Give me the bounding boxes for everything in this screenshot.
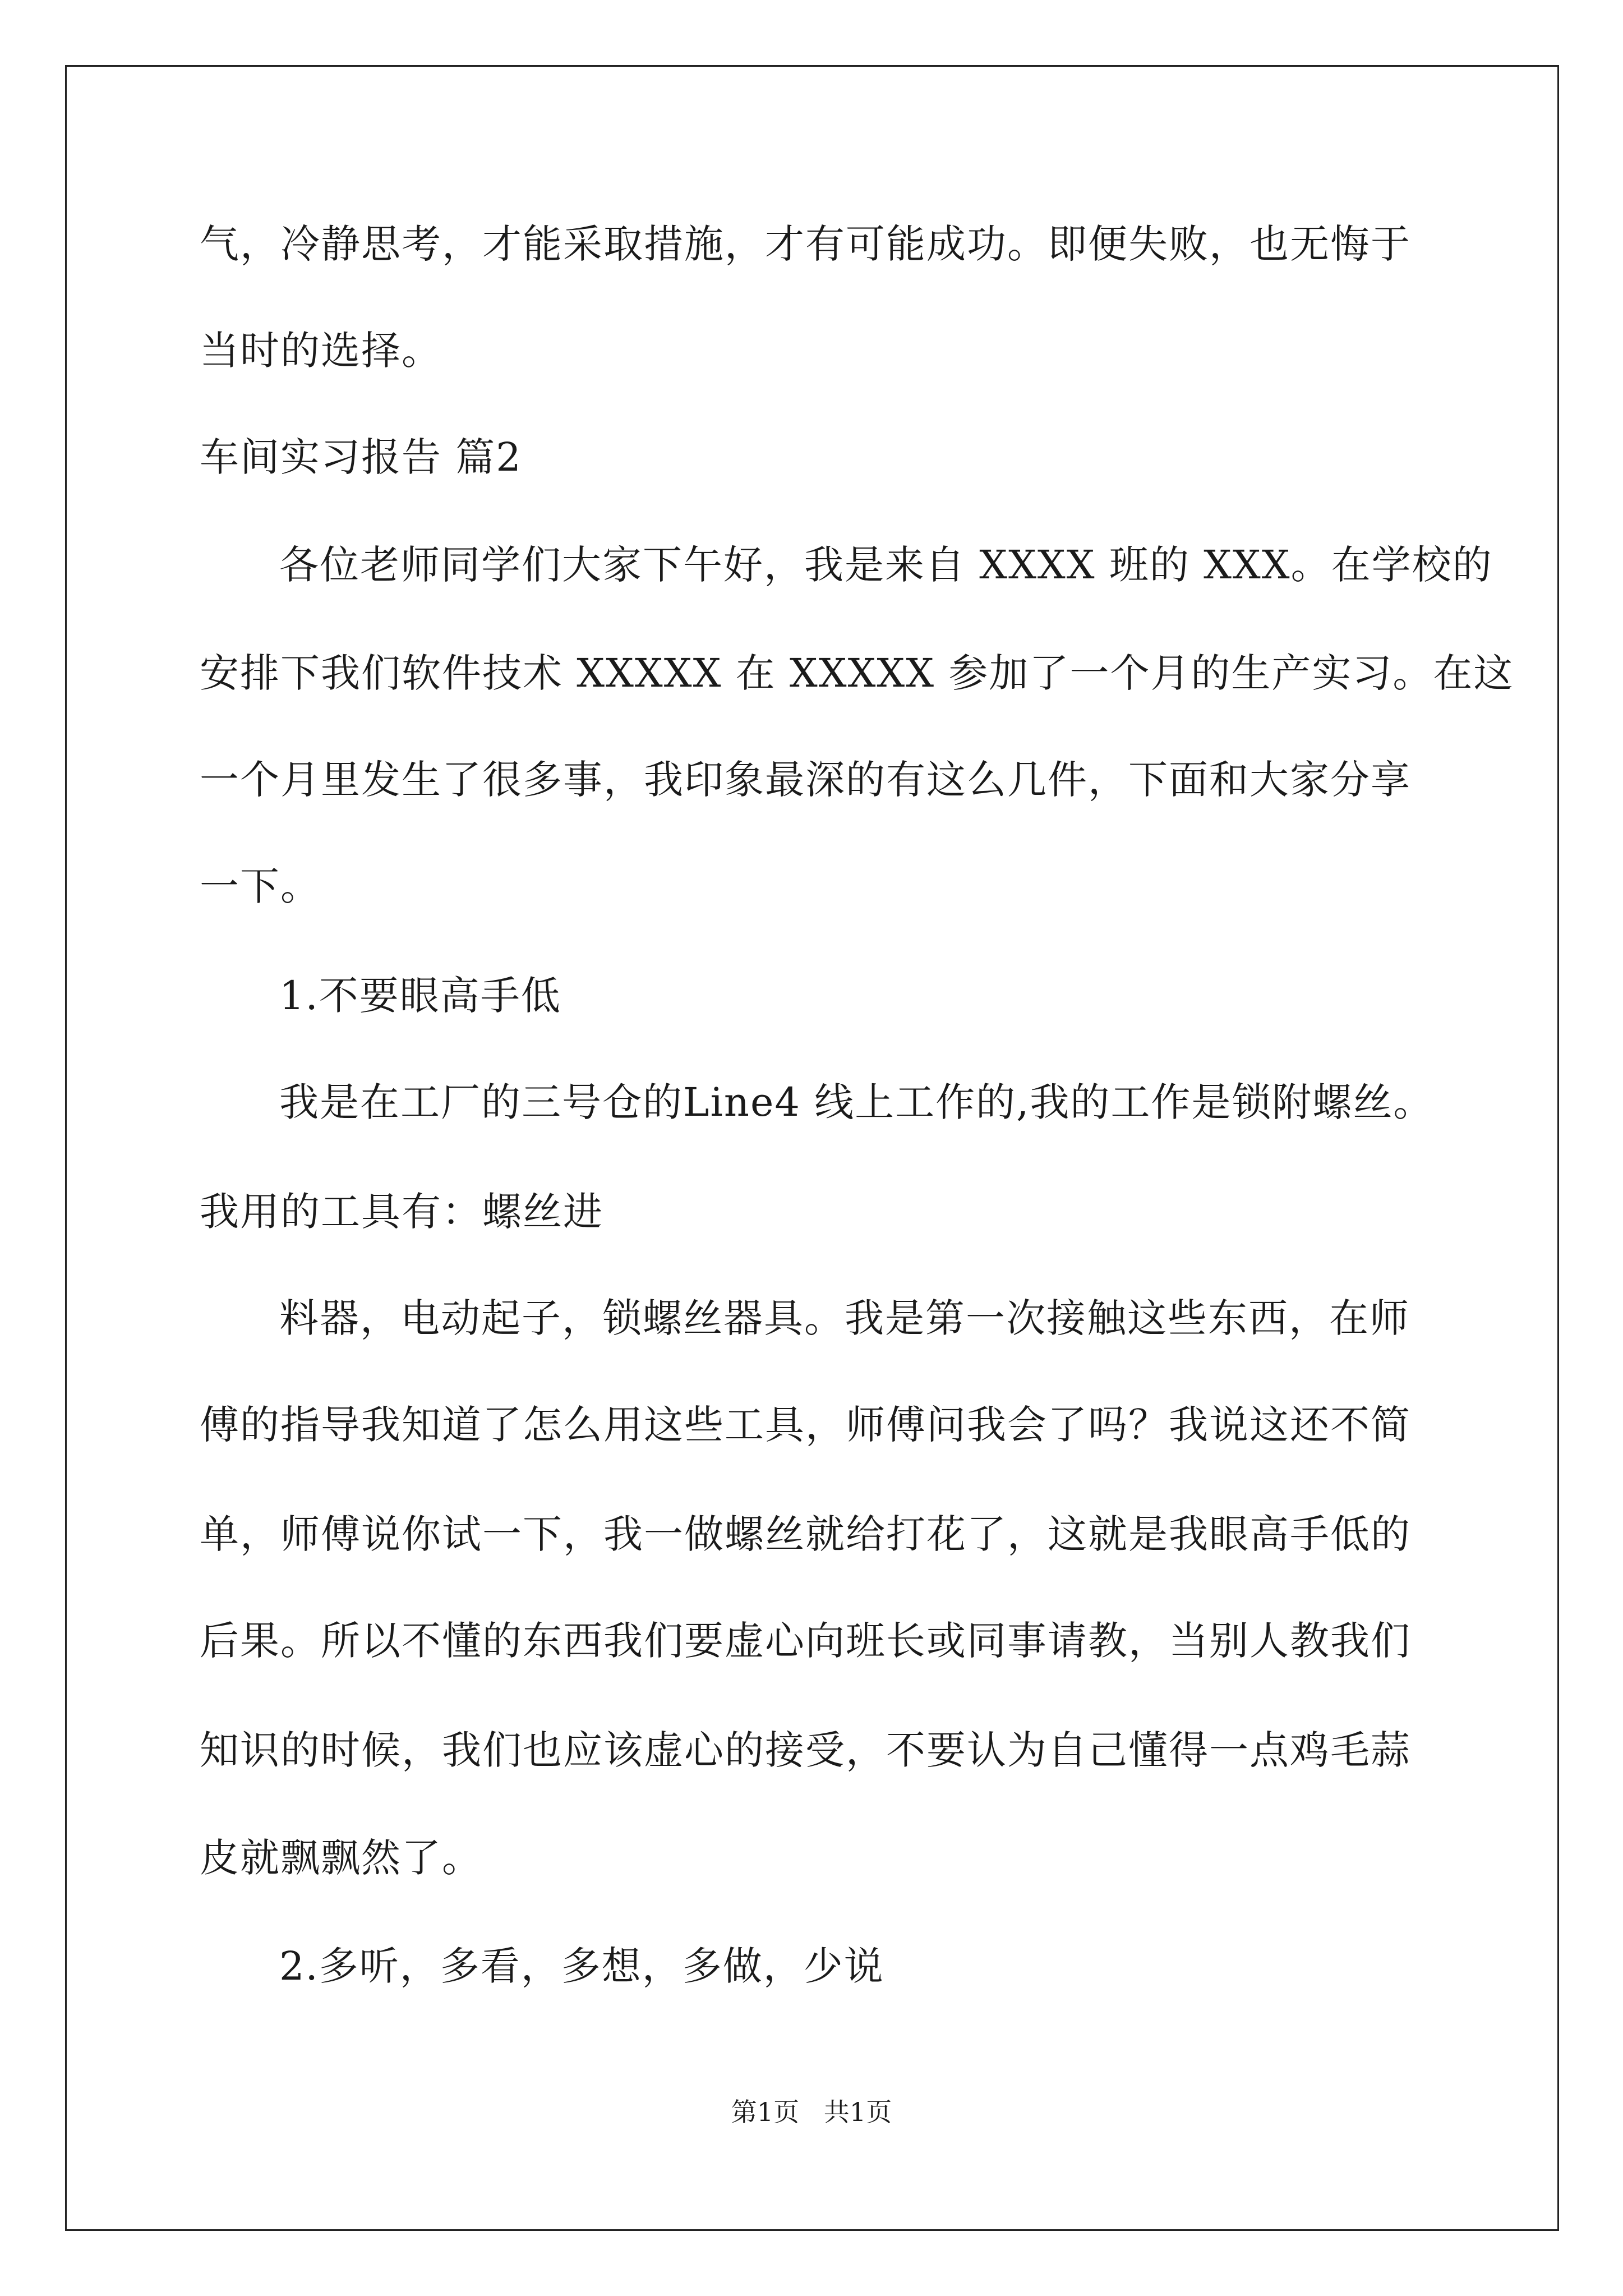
body-line-2: 当时的选择。 — [200, 328, 442, 374]
body-line-14: 皮就飘飘然了。 — [200, 1835, 482, 1881]
body-line-12: 后果。所以不懂的东西我们要虚心向班长或同事请教，当别人教我们 — [200, 1618, 1411, 1664]
subheading-2: 2.多听，多看，多想，多做，少说 — [279, 1943, 884, 1989]
body-line-11: 单，师傅说你试一下，我一做螺丝就给打花了，这就是我眼高手低的 — [200, 1511, 1411, 1557]
body-line-7: 我是在工厂的三号仓的Line4 线上工作的,我的工作是锁附螺丝。 — [279, 1079, 1434, 1125]
body-line-4: 安排下我们软件技术 XXXXX 在 XXXXX 参加了一个月的生产实习。在这 — [200, 650, 1514, 696]
page-number: 第1页 共1页 — [731, 2097, 892, 2127]
subheading-1: 1.不要眼高手低 — [279, 973, 561, 1019]
body-line-1: 气，冷静思考，才能采取措施，才有可能成功。即便失败，也无悔于 — [200, 221, 1411, 267]
page-border — [65, 65, 1559, 2231]
body-line-8: 我用的工具有：螺丝进 — [200, 1189, 603, 1235]
body-line-5: 一个月里发生了很多事，我印象最深的有这么几件，下面和大家分享 — [200, 757, 1411, 803]
body-line-3: 各位老师同学们大家下午好，我是来自 XXXX 班的 XXX。在学校的 — [279, 542, 1493, 588]
body-line-6: 一下。 — [200, 863, 321, 909]
body-line-13: 知识的时候，我们也应该虚心的接受，不要认为自己懂得一点鸡毛蒜 — [200, 1727, 1411, 1773]
body-line-10: 傅的指导我知道了怎么用这些工具，师傅问我会了吗？我说这还不简 — [200, 1402, 1411, 1448]
body-line-9: 料器，电动起子，锁螺丝器具。我是第一次接触这些东西，在师 — [279, 1295, 1410, 1341]
section-heading: 车间实习报告 篇2 — [200, 434, 522, 480]
